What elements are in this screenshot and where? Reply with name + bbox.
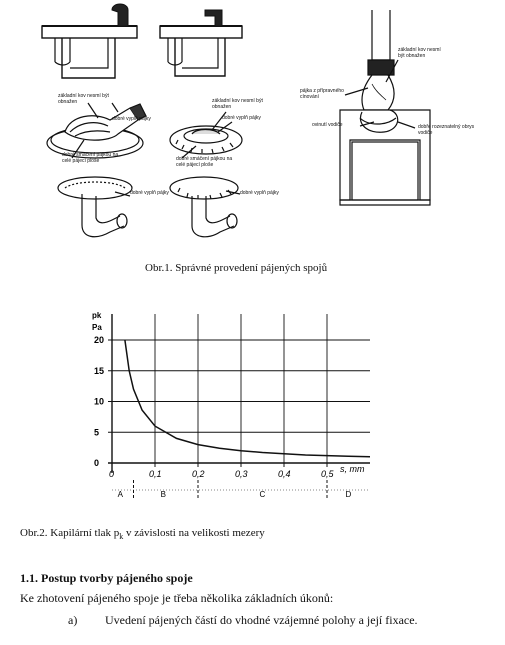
label-good-wetting-middle: dobré smáčení pájkou na celé pájecí ploše xyxy=(176,156,233,168)
chart-y-tick-label: 20 xyxy=(94,335,105,345)
chart-region-label: D xyxy=(345,490,352,499)
solder-joint-left-bottom xyxy=(58,177,132,237)
chart-region-label: C xyxy=(259,490,266,499)
label-wrapped-wire: ovinutí vodiče xyxy=(312,122,343,128)
section-heading: 1.1. Postup tvorby pájeného spoje xyxy=(20,571,193,585)
chart-ylabel-symbol: pk xyxy=(92,311,102,320)
list-item-marker: a) xyxy=(68,613,78,627)
chart-ylabel-unit: Pa xyxy=(92,323,102,332)
chart-y-tick-label: 15 xyxy=(94,365,105,376)
label-solder-tinned: pájka z přípravného cínování xyxy=(300,88,344,100)
label-good-fill-middle: dobré vyplň pájky xyxy=(222,115,261,121)
capillary-pressure-chart xyxy=(70,300,390,510)
chart-regions xyxy=(112,480,370,499)
chart-x-tick-label: 0 xyxy=(109,469,115,479)
chart-xlabel: s, mm xyxy=(340,464,365,474)
label-base-metal-right: základní kov nesmí být obnažen xyxy=(398,47,441,59)
chart-x-ticks xyxy=(109,469,335,479)
chart-x-tick-label: 0,3 xyxy=(235,469,248,479)
terminal-with-wire xyxy=(340,10,430,205)
chart-x-tick-label: 0,1 xyxy=(149,469,162,479)
chart-grid xyxy=(108,314,370,473)
chart-x-tick-label: 0,5 xyxy=(321,469,334,479)
wire-through-board-left xyxy=(42,4,137,78)
chart-x-tick-label: 0,2 xyxy=(192,469,205,479)
label-good-fill-middle-2: dobré vyplň pájky xyxy=(240,190,279,196)
solder-pad-left xyxy=(47,103,146,158)
chart-region-label: B xyxy=(160,490,166,499)
chart-y-tick-label: 0 xyxy=(94,458,100,468)
chart-x-tick-label: 0,4 xyxy=(278,469,291,479)
chart-y-tick-label: 5 xyxy=(94,427,100,438)
chart-series-line xyxy=(125,340,370,457)
label-base-metal-left: základní kov nesmí být obnažen xyxy=(58,93,109,105)
label-good-fill-left-2: dobré vyplň pájky xyxy=(130,190,169,196)
label-good-fill-left: dobré vyplň pájky xyxy=(112,116,151,122)
section-intro: Ke zhotovení pájeného spoje je třeba několika základních úkonů: xyxy=(20,591,334,605)
figure2-caption: Obr.2. Kapilární tlak $p_k$ v závislosti na velikosti mezery xyxy=(20,527,265,542)
chart-region-label: A xyxy=(117,490,123,499)
solder-joint-middle-bottom xyxy=(170,177,240,237)
chart-y-ticks xyxy=(94,335,104,468)
figure1-caption: Obr.1. Správné provedení pájených spojů xyxy=(145,262,328,274)
label-base-metal-middle: základní kov nesmí být obnažen xyxy=(212,98,263,110)
chart-y-tick-label: 10 xyxy=(94,396,105,407)
label-wire-contour: dobře rozeznatelný obrys vodiče xyxy=(418,124,475,136)
list-item-text: Uvedení pájených částí do vhodné vzájemné polohy a její fixace. xyxy=(105,613,418,627)
label-good-wetting-left: dobré smáčení pájkou na celé pájecí ploše xyxy=(62,152,119,164)
wire-through-board-middle xyxy=(160,10,242,76)
